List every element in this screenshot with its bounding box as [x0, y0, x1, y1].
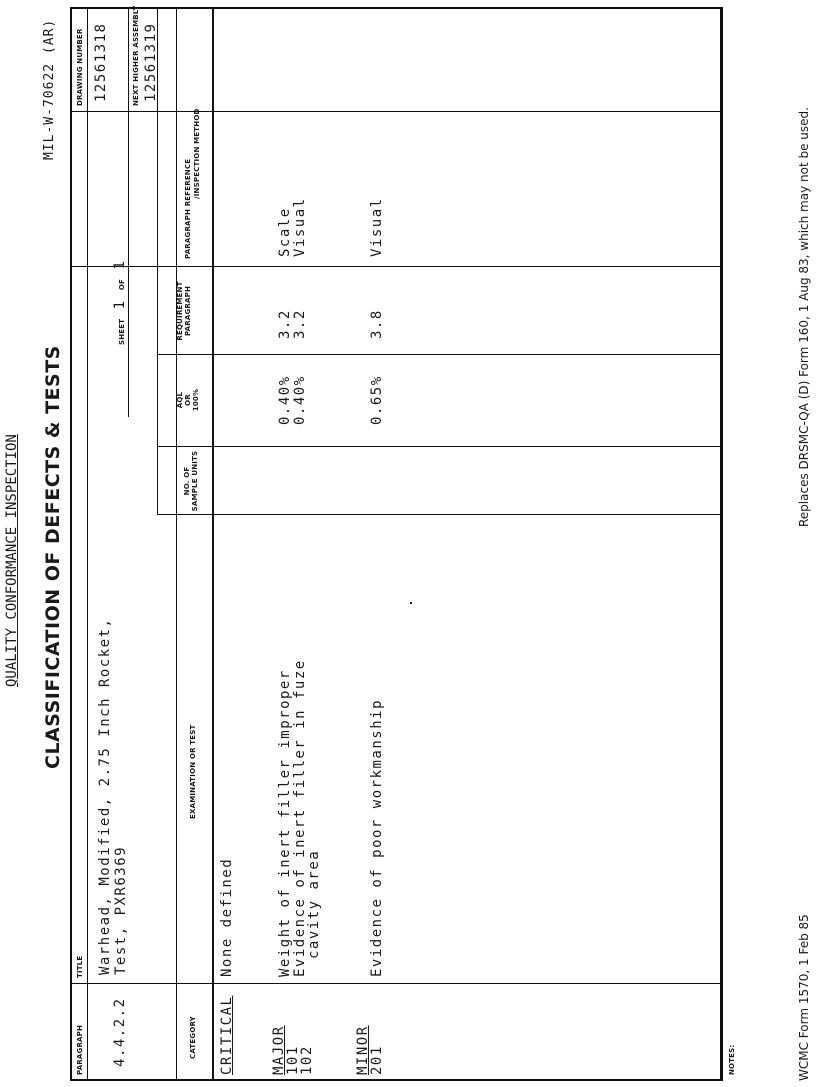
document-number: MIL-W-70622 (AR) — [42, 18, 57, 160]
minor-201-method: Visual — [369, 197, 385, 257]
major-102-exam-cont: cavity area — [306, 849, 322, 959]
major-102-aql: 0.40% — [292, 375, 308, 425]
drawing-number-value: 12561318 — [93, 22, 109, 102]
sheet-total: 1 — [112, 259, 128, 270]
title-line-2: Test, PXR6369 — [113, 845, 129, 975]
minor-201-aql: 0.65% — [369, 375, 385, 425]
major-102-exam: Evidence of inert filler in fuze — [292, 659, 308, 977]
notes-label: NOTES: — [728, 1044, 736, 1075]
form-frame — [70, 7, 722, 1081]
aql-header: AQL OR 100% — [176, 388, 200, 412]
title-label: TITLE — [76, 955, 84, 978]
minor-201-req: 3.8 — [369, 309, 385, 339]
sheet-indicator — [112, 260, 128, 345]
critical-label: CRITICAL — [219, 995, 235, 1075]
sheet-label: SHEET — [118, 318, 126, 345]
major-101-req: 3.2 — [277, 309, 293, 339]
sheet-value: 1 — [112, 299, 128, 310]
footer-replaces-note: Replaces DRSMC-QA (D) Form 160, 1 Aug 83, which may not be used. — [797, 107, 811, 527]
category-header: CATEGORY — [189, 1016, 197, 1059]
sample-units-header: NO. OF SAMPLE UNITS — [183, 450, 199, 512]
classification-title: CLASSIFICATION OF DEFECTS & TESTS — [42, 345, 64, 769]
major-102-method: Visual — [292, 197, 308, 257]
critical-description: None defined — [219, 857, 235, 977]
inspection-header-line1: PARAGRAPH REFERENCE — [184, 158, 192, 259]
examination-header: EXAMINATION OR TEST — [189, 724, 197, 819]
footer-form-id: WCMC Form 1570, 1 Feb 85 — [797, 914, 811, 1081]
minor-201-exam: Evidence of poor workmanship — [369, 698, 385, 977]
paragraph-label: PARAGRAPH — [76, 1024, 84, 1075]
sheet-of-label: OF — [118, 278, 126, 291]
inspection-header-line2: /INSPECTION METHOD — [193, 108, 201, 199]
title-line-1: Warhead, Modified, 2.75 Inch Rocket, — [97, 617, 113, 975]
next-assembly-label: NEXT HIGHER ASSEMBLY — [132, 5, 140, 106]
major-101-code: 101 — [285, 1045, 301, 1075]
major-101-method: Scale — [277, 207, 293, 257]
major-label: MAJOR — [271, 1025, 287, 1075]
quality-conformance-heading: QUALITY CONFORMANCE INSPECTION — [4, 434, 20, 687]
minor-201-code: 201 — [369, 1045, 385, 1075]
major-102-req: 3.2 — [292, 309, 308, 339]
major-102-code: 102 — [299, 1045, 315, 1075]
drawing-number-label: DRAWING NUMBER — [76, 28, 84, 106]
major-101-aql: 0.40% — [277, 375, 293, 425]
requirement-header: REQUIREMENT PARAGRAPH — [176, 281, 192, 341]
stray-mark — [410, 602, 412, 604]
major-101-exam: Weight of inert filler improper — [277, 669, 293, 977]
minor-label: MINOR — [355, 1025, 371, 1075]
paragraph-value: 4.4.2.2 — [112, 997, 128, 1067]
next-assembly-value: 12561319 — [143, 22, 159, 102]
